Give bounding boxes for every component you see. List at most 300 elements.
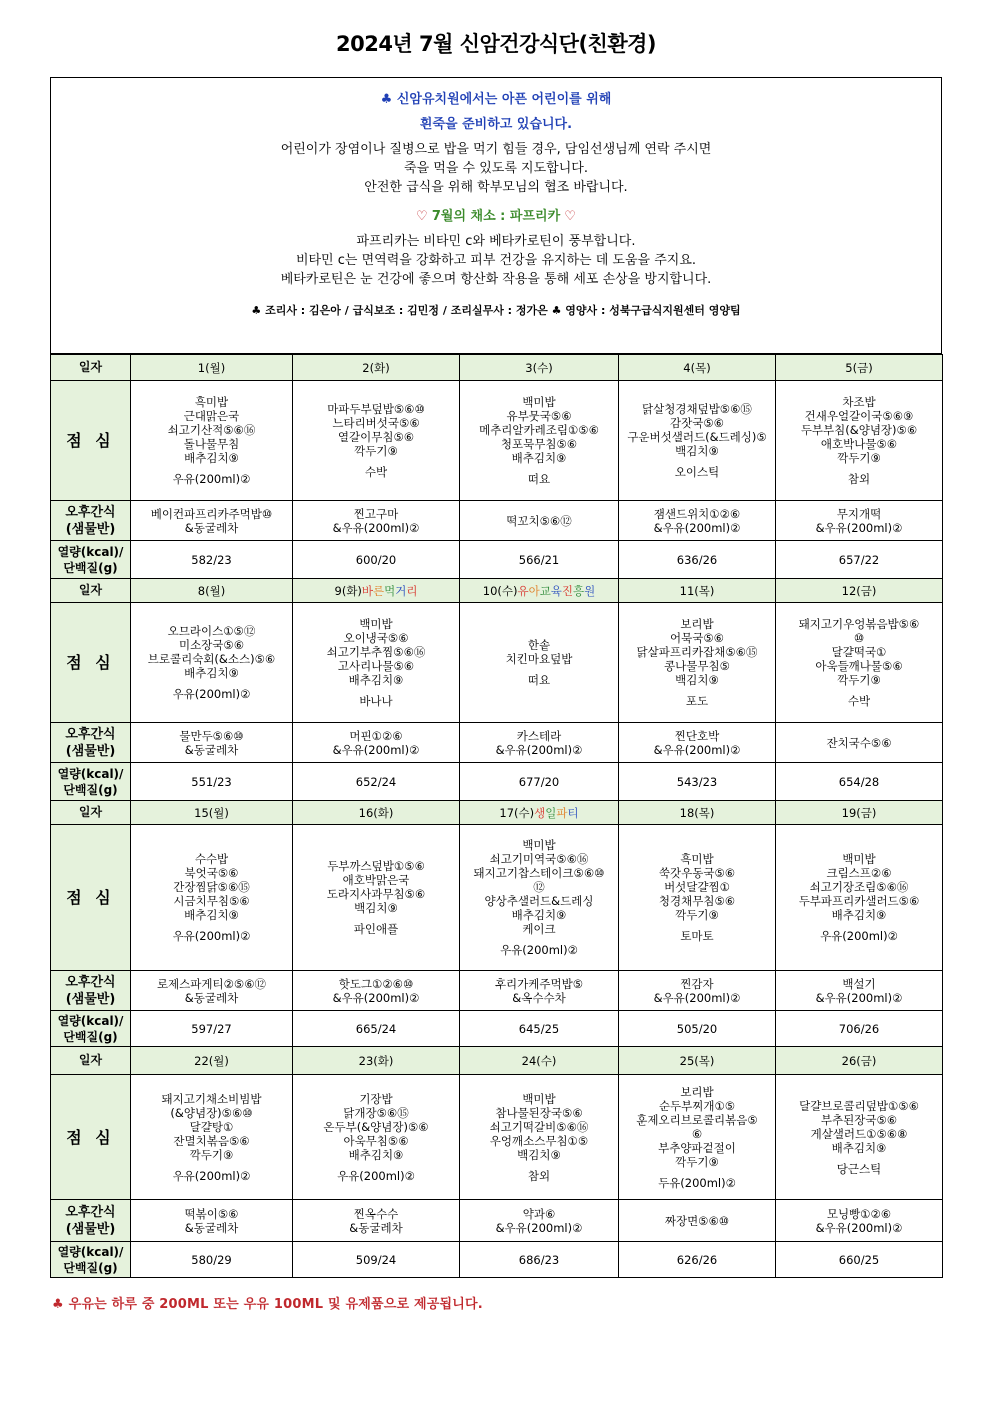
menu-item: 미소장국⑤⑥ — [178, 638, 245, 652]
vegetable-title: ♡ 7월의 채소 : 파프리카 ♡ — [416, 209, 576, 224]
snack-menu — [460, 723, 619, 763]
lunch-menu — [460, 603, 619, 723]
calorie-protein: 706/26 — [776, 1011, 943, 1047]
snack-item: &동굴레차 — [184, 990, 239, 1005]
snack-item: &우유(200ml)② — [332, 990, 420, 1005]
spacer — [778, 1155, 940, 1162]
event-label-char: 생 — [534, 805, 546, 820]
calorie-label-line-2: 단백질(g) — [63, 1260, 118, 1275]
menu-item: 배추김치⑨ — [348, 1147, 404, 1162]
notice-box — [50, 77, 942, 354]
event-label-char: 흥 — [573, 583, 585, 598]
dessert-item: 참외 — [527, 1168, 551, 1183]
snack-menu — [619, 971, 776, 1011]
menu-item: 느타리버섯국⑤⑥ — [332, 416, 420, 430]
snack-label — [51, 501, 131, 541]
menu-item: 닭살파프리카잡채⑤⑥⑮ — [636, 645, 758, 659]
calorie-label-line-2: 단백질(g) — [63, 782, 118, 797]
date-label: 일자 — [51, 801, 131, 825]
day-date: 8(월) — [131, 579, 293, 603]
notice-line-2: 흰죽을 준비하고 있습니다. — [419, 117, 573, 132]
spacer — [778, 922, 940, 929]
day-date: 2(화) — [293, 355, 460, 381]
snack-menu — [619, 1200, 776, 1242]
snack-item: &우유(200ml)② — [815, 520, 903, 535]
menu-item: 애호박맑은국 — [342, 873, 410, 887]
snack-menu — [293, 723, 460, 763]
event-label-char: 교 — [539, 583, 551, 598]
calorie-label-line-2: 단백질(g) — [63, 560, 118, 575]
menu-item: 배추김치⑨ — [184, 666, 239, 680]
calorie-protein: 652/24 — [293, 763, 460, 801]
calorie-label — [51, 541, 131, 579]
day-date — [460, 579, 619, 603]
menu-item: 달걀떡국① — [831, 645, 887, 659]
day-date: 22(월) — [131, 1047, 293, 1075]
menu-item: 보리밥 — [680, 617, 714, 631]
calorie-protein: 505/20 — [619, 1011, 776, 1047]
spacer — [621, 1169, 773, 1176]
snack-menu — [293, 501, 460, 541]
snack-menu — [460, 1200, 619, 1242]
snack-item: 약과⑥ — [522, 1206, 556, 1221]
menu-item: 감잣국⑤⑥ — [670, 416, 724, 430]
menu-item: 오이냉국⑤⑥ — [343, 631, 409, 645]
snack-label-line-2: (샘물반) — [65, 991, 116, 1007]
menu-item: 흑미밥 — [680, 852, 714, 866]
day-date: 4(목) — [619, 355, 776, 381]
lunch-menu — [776, 825, 943, 971]
menu-item: 기장밥 — [359, 1091, 393, 1106]
event-label-char: 일 — [545, 805, 557, 820]
day-date: 5(금) — [776, 355, 943, 381]
day-date-number: 10(수) — [482, 583, 518, 598]
menu-item: 우엉깨소스무침①⑤ — [489, 1133, 589, 1148]
menu-item: 아욱들깨나물⑤⑥ — [815, 659, 903, 673]
lunch-menu — [131, 1075, 293, 1200]
lunch-menu — [131, 603, 293, 723]
snack-menu — [131, 1200, 293, 1242]
date-label: 일자 — [51, 579, 131, 603]
snack-item: 핫도그①②⑥⑩ — [338, 976, 414, 991]
calorie-label-line-1: 열량(kcal)/ — [57, 544, 124, 559]
menu-item: 닭개장⑤⑥⑮ — [343, 1105, 409, 1120]
menu-table — [50, 354, 943, 1278]
menu-item: 백김치⑨ — [675, 444, 719, 458]
day-date: 23(화) — [293, 1047, 460, 1075]
lunch-menu — [619, 1075, 776, 1200]
dessert-item: 떠요 — [527, 673, 551, 687]
menu-item: 배추김치⑨ — [511, 908, 567, 922]
menu-item: 순두부찌개①⑤ — [658, 1098, 736, 1113]
menu-item: 흑미밥 — [194, 395, 229, 409]
calorie-label-line-1: 열량(kcal)/ — [57, 1013, 124, 1028]
dessert-item: 파인애플 — [353, 922, 399, 936]
menu-item: 달걀탕① — [189, 1119, 234, 1134]
dessert-item: 바나나 — [359, 694, 393, 708]
heart-icon: ♡ — [416, 209, 428, 224]
menu-item: 아욱무침⑤⑥ — [343, 1133, 409, 1148]
spacer — [621, 922, 773, 929]
menu-item: 배추김치⑨ — [511, 451, 567, 465]
snack-label-line-1: 오후간식 — [65, 1204, 116, 1220]
snack-item: &우유(200ml)② — [332, 520, 420, 535]
milk-footnote: ♣ 우유는 하루 중 200ML 또는 우유 100ML 및 유제품으로 제공됩니다. — [52, 1297, 483, 1312]
snack-menu — [131, 971, 293, 1011]
snack-menu — [460, 501, 619, 541]
menu-item: 부추양파겉절이 — [658, 1140, 736, 1155]
menu-item: 돌나물무침 — [183, 437, 240, 451]
day-date-number: 9(화) — [334, 583, 362, 598]
lunch-menu — [776, 1075, 943, 1200]
date-label: 일자 — [51, 355, 131, 381]
dessert-item: 우유(200ml)② — [172, 929, 251, 943]
spacer — [295, 1162, 457, 1169]
snack-item: &동굴레차 — [184, 1220, 239, 1235]
menu-item: 고사리나물⑤⑥ — [337, 659, 415, 673]
calorie-label — [51, 1011, 131, 1047]
menu-item: 간장찜닭⑤⑥⑮ — [173, 880, 250, 894]
snack-item: 무지개떡 — [836, 506, 882, 521]
snack-item: 베이컨파프리카주먹밥⑩ — [150, 506, 273, 521]
calorie-protein: 597/27 — [131, 1011, 293, 1047]
menu-item: 달걀브로콜리덮밥①⑤⑥ — [799, 1098, 919, 1113]
menu-item: 구운버섯샐러드(&드레싱)⑤ — [627, 430, 767, 444]
menu-item: 버섯달걀찜① — [664, 880, 730, 894]
menu-item: 깍두기⑨ — [837, 673, 881, 687]
menu-item: 한솥 — [527, 638, 551, 652]
spacer — [295, 915, 457, 922]
menu-item: 돼지고기우엉볶음밥⑤⑥ — [798, 617, 920, 631]
event-label-char: 진 — [561, 583, 574, 598]
snack-item: &우유(200ml)② — [332, 742, 420, 757]
snack-item: 찐감자 — [680, 976, 714, 991]
heart-icon: ♡ — [564, 209, 576, 224]
snack-item: &동굴레차 — [349, 1220, 403, 1235]
menu-item: ⑥ — [691, 1126, 703, 1141]
day-date: 25(목) — [619, 1047, 776, 1075]
snack-label-line-1: 오후간식 — [65, 504, 116, 520]
calorie-protein: 645/25 — [460, 1011, 619, 1047]
menu-item: 배추김치⑨ — [831, 1140, 887, 1155]
snack-menu — [460, 971, 619, 1011]
dessert-item: 떠요 — [527, 472, 551, 486]
menu-item: 백미밥 — [842, 852, 876, 866]
calorie-protein: 509/24 — [293, 1242, 460, 1278]
event-label-char: 른 — [373, 583, 385, 598]
snack-item: 짜장면⑤⑥⑩ — [664, 1213, 730, 1228]
snack-menu — [293, 1200, 460, 1242]
event-label-char: 티 — [567, 805, 579, 820]
menu-item: 온두부(&양념장)⑤⑥ — [323, 1119, 429, 1134]
day-date — [293, 579, 460, 603]
lunch-menu — [619, 381, 776, 501]
snack-item: 머핀①②⑥ — [349, 728, 403, 743]
menu-item: 훈제오리브로콜리볶음⑤ — [636, 1112, 758, 1127]
spacer — [462, 936, 616, 943]
snack-label — [51, 1200, 131, 1242]
snack-label-line-2: (샘물반) — [65, 743, 116, 759]
menu-item: 두부까스덮밥①⑤⑥ — [327, 859, 425, 873]
lunch-menu — [293, 381, 460, 501]
dessert-item: 당근스틱 — [836, 1161, 882, 1176]
menu-item: 백김치⑨ — [675, 673, 719, 687]
event-label-char: 거 — [395, 583, 407, 598]
notice-line-4: 죽을 먹을 수 있도록 지도합니다. — [404, 161, 588, 176]
spacer — [621, 687, 773, 694]
calorie-protein: 636/26 — [619, 541, 776, 579]
spacer — [462, 1162, 616, 1169]
day-date: 26(금) — [776, 1047, 943, 1075]
calorie-label — [51, 763, 131, 801]
lunch-label: 점 심 — [51, 825, 131, 971]
calorie-protein: 582/23 — [131, 541, 293, 579]
dessert-item: 우유(200ml)② — [820, 929, 898, 943]
event-label-char: 육 — [550, 583, 562, 598]
menu-item: 근대맑은국 — [183, 409, 240, 423]
calorie-protein: 660/25 — [776, 1242, 943, 1278]
lunch-menu — [293, 825, 460, 971]
snack-item: &우유(200ml)② — [495, 742, 583, 757]
event-label-char: 먹 — [384, 583, 396, 598]
spacer — [621, 458, 773, 465]
day-date-number: 17(수) — [499, 805, 535, 820]
calorie-protein: 657/22 — [776, 541, 943, 579]
menu-item: 차조밥 — [842, 395, 876, 409]
day-date: 1(월) — [131, 355, 293, 381]
snack-item: &동굴레차 — [184, 742, 239, 757]
menu-item: 건새우얼갈이국⑤⑥⑨ — [804, 409, 914, 423]
date-label: 일자 — [51, 1047, 131, 1075]
dessert-item: 참외 — [847, 472, 871, 486]
snack-label — [51, 971, 131, 1011]
menu-item: 깍두기⑨ — [675, 908, 719, 922]
lunch-menu — [619, 603, 776, 723]
dessert-item: 우유(200ml)② — [172, 1168, 251, 1183]
menu-item: ⑩ — [853, 631, 865, 645]
menu-item: 케이크 — [522, 922, 556, 936]
day-date: 11(목) — [619, 579, 776, 603]
snack-item: 로제스파게티②⑤⑥⑫ — [156, 976, 267, 991]
menu-item: 부추된장국⑤⑥ — [820, 1112, 898, 1127]
spacer — [133, 922, 290, 929]
day-date: 18(목) — [619, 801, 776, 825]
dessert-item: 수박 — [364, 465, 388, 479]
menu-item: 쇠고기떡갈비⑤⑥⑯ — [489, 1119, 589, 1134]
calorie-protein: 677/20 — [460, 763, 619, 801]
menu-item: 백미밥 — [359, 617, 393, 631]
menu-item: 어묵국⑤⑥ — [670, 631, 724, 645]
menu-item: 게살샐러드①⑤⑥⑧ — [810, 1126, 908, 1141]
snack-menu — [776, 1200, 943, 1242]
staff-info: ♣ 조리사 : 김은아 / 급식보조 : 김민정 / 조리실무사 : 정가은 ♣ 영양사 : 성북구급식지원센터 영양팀 — [251, 304, 741, 317]
lunch-menu — [460, 381, 619, 501]
menu-item: 깍두기⑨ — [354, 444, 398, 458]
calorie-protein: 665/24 — [293, 1011, 460, 1047]
menu-item: 깍두기⑨ — [675, 1154, 719, 1169]
menu-item: 백미밥 — [522, 1091, 556, 1106]
snack-item: 떡볶이⑤⑥ — [184, 1206, 239, 1221]
spacer — [778, 687, 940, 694]
menu-item: 돼지고기채소비빔밥 — [161, 1091, 262, 1106]
menu-item: 백김치⑨ — [354, 901, 398, 915]
event-label-char: 바 — [361, 583, 374, 598]
notice-line-1: ♣ 신암유치원에서는 아픈 어린이를 위해 — [380, 92, 612, 107]
menu-item: 쇠고기부추찜⑤⑥⑯ — [326, 645, 426, 659]
spacer — [133, 680, 290, 687]
calorie-protein: 551/23 — [131, 763, 293, 801]
snack-menu — [776, 971, 943, 1011]
snack-item: 잔치국수⑤⑥ — [826, 735, 892, 750]
snack-label-line-1: 오후간식 — [65, 726, 116, 742]
calorie-label — [51, 1242, 131, 1278]
dessert-item: 우유(200ml)② — [172, 687, 251, 701]
menu-item: 브로콜리숙회(&소스)⑤⑥ — [147, 652, 276, 666]
snack-label-line-2: (샘물반) — [65, 521, 116, 537]
snack-item: &우유(200ml)② — [653, 742, 741, 757]
lunch-menu — [619, 825, 776, 971]
menu-item: 치킨마요덮밥 — [505, 652, 573, 666]
dessert-item: 포도 — [685, 694, 709, 708]
menu-item: 쇠고기산적⑤⑥⑯ — [167, 423, 256, 437]
event-label-char: 파 — [556, 805, 568, 820]
spacer — [462, 666, 616, 673]
lunch-menu — [776, 381, 943, 501]
calorie-protein: 543/23 — [619, 763, 776, 801]
day-date: 19(금) — [776, 801, 943, 825]
spacer — [778, 465, 940, 472]
snack-item: 떡꼬치⑤⑥⑫ — [506, 513, 572, 528]
snack-item: 백설기 — [842, 976, 876, 991]
lunch-menu — [131, 825, 293, 971]
calorie-protein: 654/28 — [776, 763, 943, 801]
menu-item: 배추김치⑨ — [184, 908, 239, 922]
snack-menu — [293, 971, 460, 1011]
menu-item: 깍두기⑨ — [837, 451, 881, 465]
menu-item: 애호박나물⑤⑥ — [820, 437, 898, 451]
lunch-menu — [293, 1075, 460, 1200]
dessert-item: 수박 — [847, 694, 871, 708]
menu-item: 두부파프리카샐러드⑤⑥ — [798, 894, 920, 908]
calorie-label-line-1: 열량(kcal)/ — [57, 1244, 124, 1259]
calorie-protein: 566/21 — [460, 541, 619, 579]
calorie-label-line-2: 단백질(g) — [63, 1029, 118, 1044]
snack-menu — [619, 501, 776, 541]
menu-item: 시금치무침⑤⑥ — [173, 894, 250, 908]
snack-item: 잼샌드위치①②⑥ — [653, 506, 741, 521]
menu-item: 두부부침(&양념장)⑤⑥ — [800, 423, 918, 437]
calorie-label-line-1: 열량(kcal)/ — [57, 766, 124, 781]
page-title: 2024년 7월 신암건강식단(친환경) — [335, 32, 657, 56]
day-date — [460, 801, 619, 825]
spacer — [295, 687, 457, 694]
menu-item: 쇠고기장조림⑤⑥⑯ — [809, 880, 909, 894]
lunch-menu — [131, 381, 293, 501]
lunch-label: 점 심 — [51, 1075, 131, 1200]
vegetable-line-1: 파프리카는 비타민 c와 베타카로틴이 풍부합니다. — [356, 234, 636, 249]
spacer — [462, 465, 616, 472]
menu-item: 백미밥 — [522, 838, 556, 852]
menu-item: 백미밥 — [522, 395, 556, 409]
day-date: 12(금) — [776, 579, 943, 603]
event-label-char: 원 — [584, 583, 596, 598]
menu-item: 북엇국⑤⑥ — [184, 866, 239, 880]
snack-item: 후리가케주먹밥⑤ — [494, 976, 584, 991]
menu-item: 콩나물무침⑤ — [664, 659, 730, 673]
menu-item: 수수밥 — [194, 852, 229, 866]
snack-label-line-1: 오후간식 — [65, 974, 116, 990]
menu-item: 쑥갓우동국⑤⑥ — [658, 866, 736, 880]
snack-item: &우유(200ml)② — [815, 990, 903, 1005]
menu-item: ⑫ — [533, 880, 545, 894]
snack-item: &우유(200ml)② — [815, 1220, 903, 1235]
dessert-item: 우유(200ml)② — [500, 943, 578, 957]
menu-item: 깍두기⑨ — [189, 1147, 234, 1162]
menu-item: 청경채무침⑤⑥ — [658, 894, 736, 908]
calorie-protein: 686/23 — [460, 1242, 619, 1278]
lunch-label: 점 심 — [51, 603, 131, 723]
snack-menu — [619, 723, 776, 763]
menu-item: 메추리알카레조림①⑤⑥ — [479, 423, 599, 437]
menu-item: (&양념장)⑤⑥⑩ — [170, 1105, 253, 1120]
vegetable-line-2: 비타민 c는 면역력을 강화하고 피부 건강을 유지하는 데 도움을 주지요. — [295, 253, 697, 268]
day-date: 24(수) — [460, 1047, 619, 1075]
day-date: 15(월) — [131, 801, 293, 825]
menu-item: 청포묵무침⑤⑥ — [500, 437, 578, 451]
menu-item: 잔멸치볶음⑤⑥ — [173, 1133, 250, 1148]
menu-item: 백김치⑨ — [517, 1147, 561, 1162]
event-label-char: 아 — [528, 583, 540, 598]
menu-item: 도라지사과무침⑤⑥ — [326, 887, 426, 901]
calorie-protein: 626/26 — [619, 1242, 776, 1278]
snack-item: 물만두⑤⑥⑩ — [179, 728, 244, 743]
dessert-item: 두유(200ml)② — [658, 1175, 736, 1190]
day-date: 3(수) — [460, 355, 619, 381]
calorie-protein: 600/20 — [293, 541, 460, 579]
snack-item: &옥수수차 — [512, 990, 566, 1005]
event-label-char: 유 — [517, 583, 529, 598]
snack-menu — [776, 501, 943, 541]
vegetable-line-3: 베타카로틴은 눈 건강에 좋으며 항산화 작용을 통해 세포 손상을 방지합니다. — [280, 272, 712, 287]
lunch-menu — [293, 603, 460, 723]
spacer — [133, 1162, 290, 1169]
snack-item: 찐단호박 — [674, 728, 720, 743]
snack-label-line-2: (샘물반) — [65, 1221, 116, 1237]
snack-item: 찐옥수수 — [353, 1206, 399, 1221]
snack-item: &우유(200ml)② — [653, 990, 741, 1005]
day-date: 16(화) — [293, 801, 460, 825]
snack-label — [51, 723, 131, 763]
menu-item: 보리밥 — [680, 1084, 714, 1099]
menu-item: 배추김치⑨ — [348, 673, 404, 687]
calorie-protein: 580/29 — [131, 1242, 293, 1278]
menu-item: 크림스프②⑥ — [826, 866, 892, 880]
spacer — [295, 458, 457, 465]
snack-item: &우유(200ml)② — [653, 520, 741, 535]
snack-menu — [131, 723, 293, 763]
menu-item: 유부뭇국⑤⑥ — [506, 409, 572, 423]
menu-item: 오므라이스①⑤⑫ — [167, 624, 256, 638]
menu-item: 돼지고기찹스테이크⑤⑥⑩ — [473, 866, 605, 880]
dessert-item: 우유(200ml)② — [172, 472, 251, 486]
menu-item: 참나물된장국⑤⑥ — [495, 1105, 583, 1120]
menu-item: 양상추샐러드&드레싱 — [484, 894, 594, 908]
lunch-menu — [460, 825, 619, 971]
snack-menu — [776, 723, 943, 763]
spacer — [133, 465, 290, 472]
lunch-label: 점 심 — [51, 381, 131, 501]
snack-menu — [131, 501, 293, 541]
